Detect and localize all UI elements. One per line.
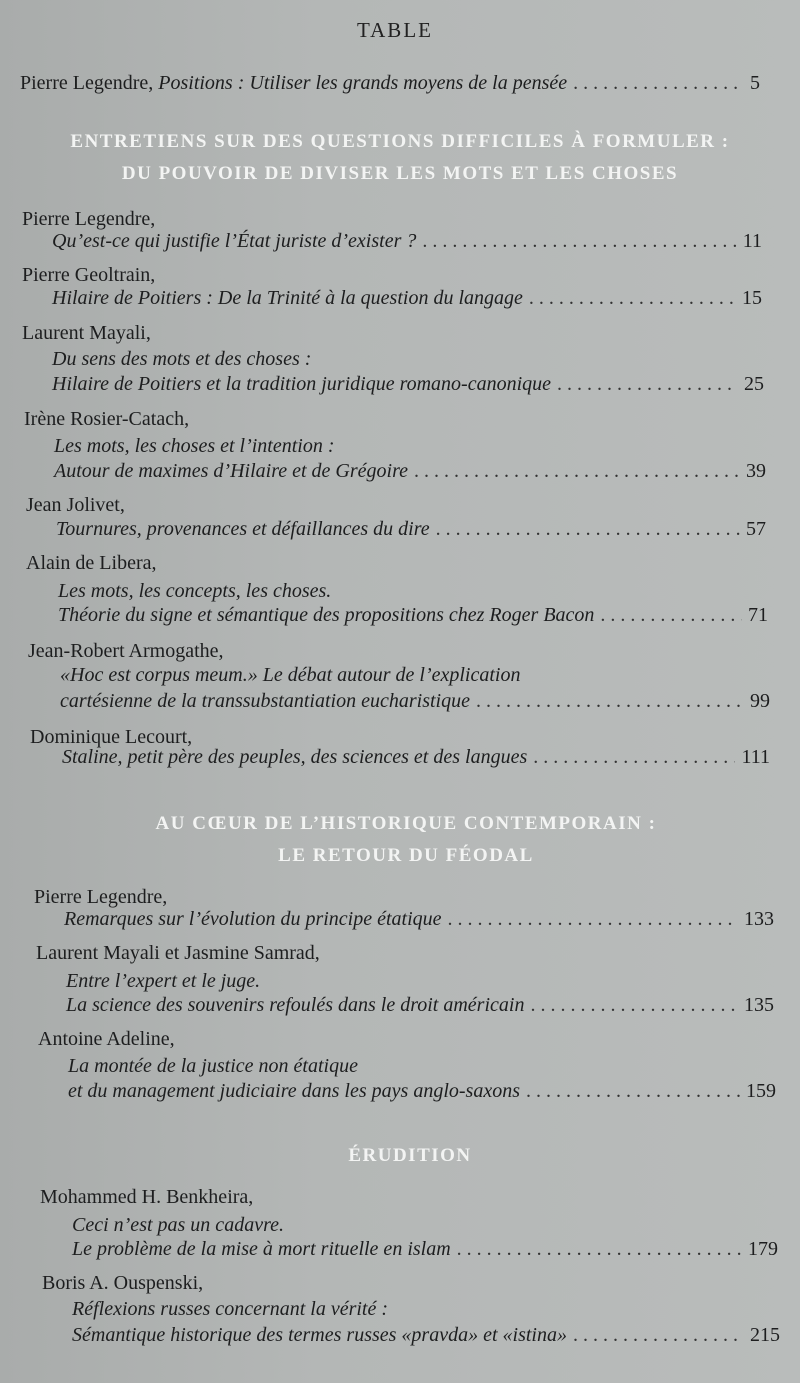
toc-author: Dominique Lecourt, [30,726,193,748]
toc-line [66,994,774,1017]
page-number: 25 [744,373,764,395]
dot-leader [414,460,740,483]
toc-title: Autour de maximes d’Hilaire et de Grégoire [54,460,408,482]
page-number: 99 [750,690,770,712]
toc-line [54,435,764,458]
dot-leader [529,287,736,310]
page-number: 39 [746,460,766,482]
toc-line [60,664,770,687]
page-title: TABLE [357,18,433,42]
toc-title: La science des souvenirs refoulés dans le droit américain [66,994,525,1016]
toc-title: Tournures, provenances et défaillances du dire [56,518,430,540]
toc-title: Staline, petit père des peuples, des sciences et des langues [62,746,528,768]
toc-line [52,287,762,310]
toc-author: Pierre Geoltrain, [22,264,156,286]
dot-leader [573,72,744,95]
toc-title: La montée de la justice non étatique [68,1055,358,1077]
toc-author: Mohammed H. Benkheira, [40,1186,254,1208]
dot-leader [533,746,735,769]
toc-line [56,518,766,541]
toc-title: Qu’est-ce qui justifie l’État juriste d’exister ? [52,230,417,252]
dot-leader [422,230,736,253]
toc-author: Laurent Mayali, [22,322,151,344]
toc-title: «Hoc est corpus meum.» Le débat autour de l’explication [60,664,521,686]
dot-leader [573,1324,744,1347]
toc-title: Les mots, les choses et l’intention : [54,435,335,457]
dot-leader [448,908,738,931]
dot-leader [436,518,740,541]
toc-title: Sémantique historique des termes russes «pravda» et «istina» [72,1324,567,1346]
toc-title: et du management judiciaire dans les pays anglo-saxons [68,1080,520,1102]
toc-title: cartésienne de la transsubstantiation eucharistique [60,690,470,712]
toc-author: Pierre Legendre, [20,72,154,94]
toc-author: Alain de Libera, [26,552,157,574]
toc-title: Hilaire de Poitiers : De la Trinité à la question du langage [52,287,523,309]
toc-line [72,1298,778,1321]
dot-leader [557,373,738,396]
toc-line [58,580,768,603]
page-number: 215 [750,1324,780,1346]
page-number: 15 [742,287,762,309]
toc-author: Irène Rosier-Catach, [24,408,190,430]
toc-line [52,373,764,396]
toc-author: Pierre Legendre, [22,208,156,230]
page-number: 5 [750,72,760,94]
toc-title: Du sens des mots et des choses : [52,348,312,370]
toc-title: Hilaire de Poitiers et la tradition juridique romano-canonique [52,373,552,395]
section-heading: ÉRUDITION [348,1145,472,1166]
dot-leader [457,1238,742,1261]
toc-title: Positions : Utiliser les grands moyens de la pensée [158,72,568,94]
page-number: 133 [744,908,774,930]
toc-line [58,604,768,627]
toc-line [52,230,762,253]
dot-leader [476,690,744,713]
toc-author: Boris A. Ouspenski, [42,1272,204,1294]
toc-author: Jean-Robert Armogathe, [28,640,224,662]
page-number: 11 [742,230,762,252]
section-heading: AU CŒUR DE L’HISTORIQUE CONTEMPORAIN : LE RETOUR DU FÉODAL [155,813,657,866]
dot-leader [600,604,742,627]
toc-line [72,1214,778,1237]
toc-line-intro [20,72,760,95]
toc-author: Antoine Adeline, [38,1028,175,1050]
toc-line [68,1080,776,1103]
page-number: 57 [746,518,766,540]
toc-title: Les mots, les concepts, les choses. [58,580,332,602]
page-number: 179 [748,1238,778,1260]
toc-title: Entre l’expert et le juge. [66,970,261,992]
page-number: 111 [741,746,770,768]
toc-line [66,970,774,993]
toc-title: Le problème de la mise à mort rituelle en islam [72,1238,451,1260]
toc-line [60,690,770,713]
toc-line [64,908,774,931]
toc-author: Pierre Legendre, [34,886,168,908]
page-number: 71 [748,604,768,626]
toc-line [62,746,770,769]
toc-line [54,460,766,483]
page-number: 159 [746,1080,776,1102]
section-heading: ENTRETIENS SUR DES QUESTIONS DIFFICILES À FORMULER : DU POUVOIR DE DIVISER LES MOTS ET LES CHOSES [70,131,730,184]
toc-author: Laurent Mayali et Jasmine Samrad, [36,942,320,964]
dot-leader [526,1080,740,1103]
toc-author: Jean Jolivet, [26,494,125,516]
toc-title: Remarques sur l’évolution du principe étatique [64,908,442,930]
toc-line [68,1055,776,1078]
toc-title: Réflexions russes concernant la vérité : [72,1298,389,1320]
page-number: 135 [744,994,774,1016]
toc-line [52,348,762,371]
toc-title: Ceci n’est pas un cadavre. [72,1214,284,1236]
dot-leader [530,994,738,1017]
toc-line [72,1238,778,1261]
toc-title: Théorie du signe et sémantique des propositions chez Roger Bacon [58,604,595,626]
toc-line [72,1324,780,1347]
